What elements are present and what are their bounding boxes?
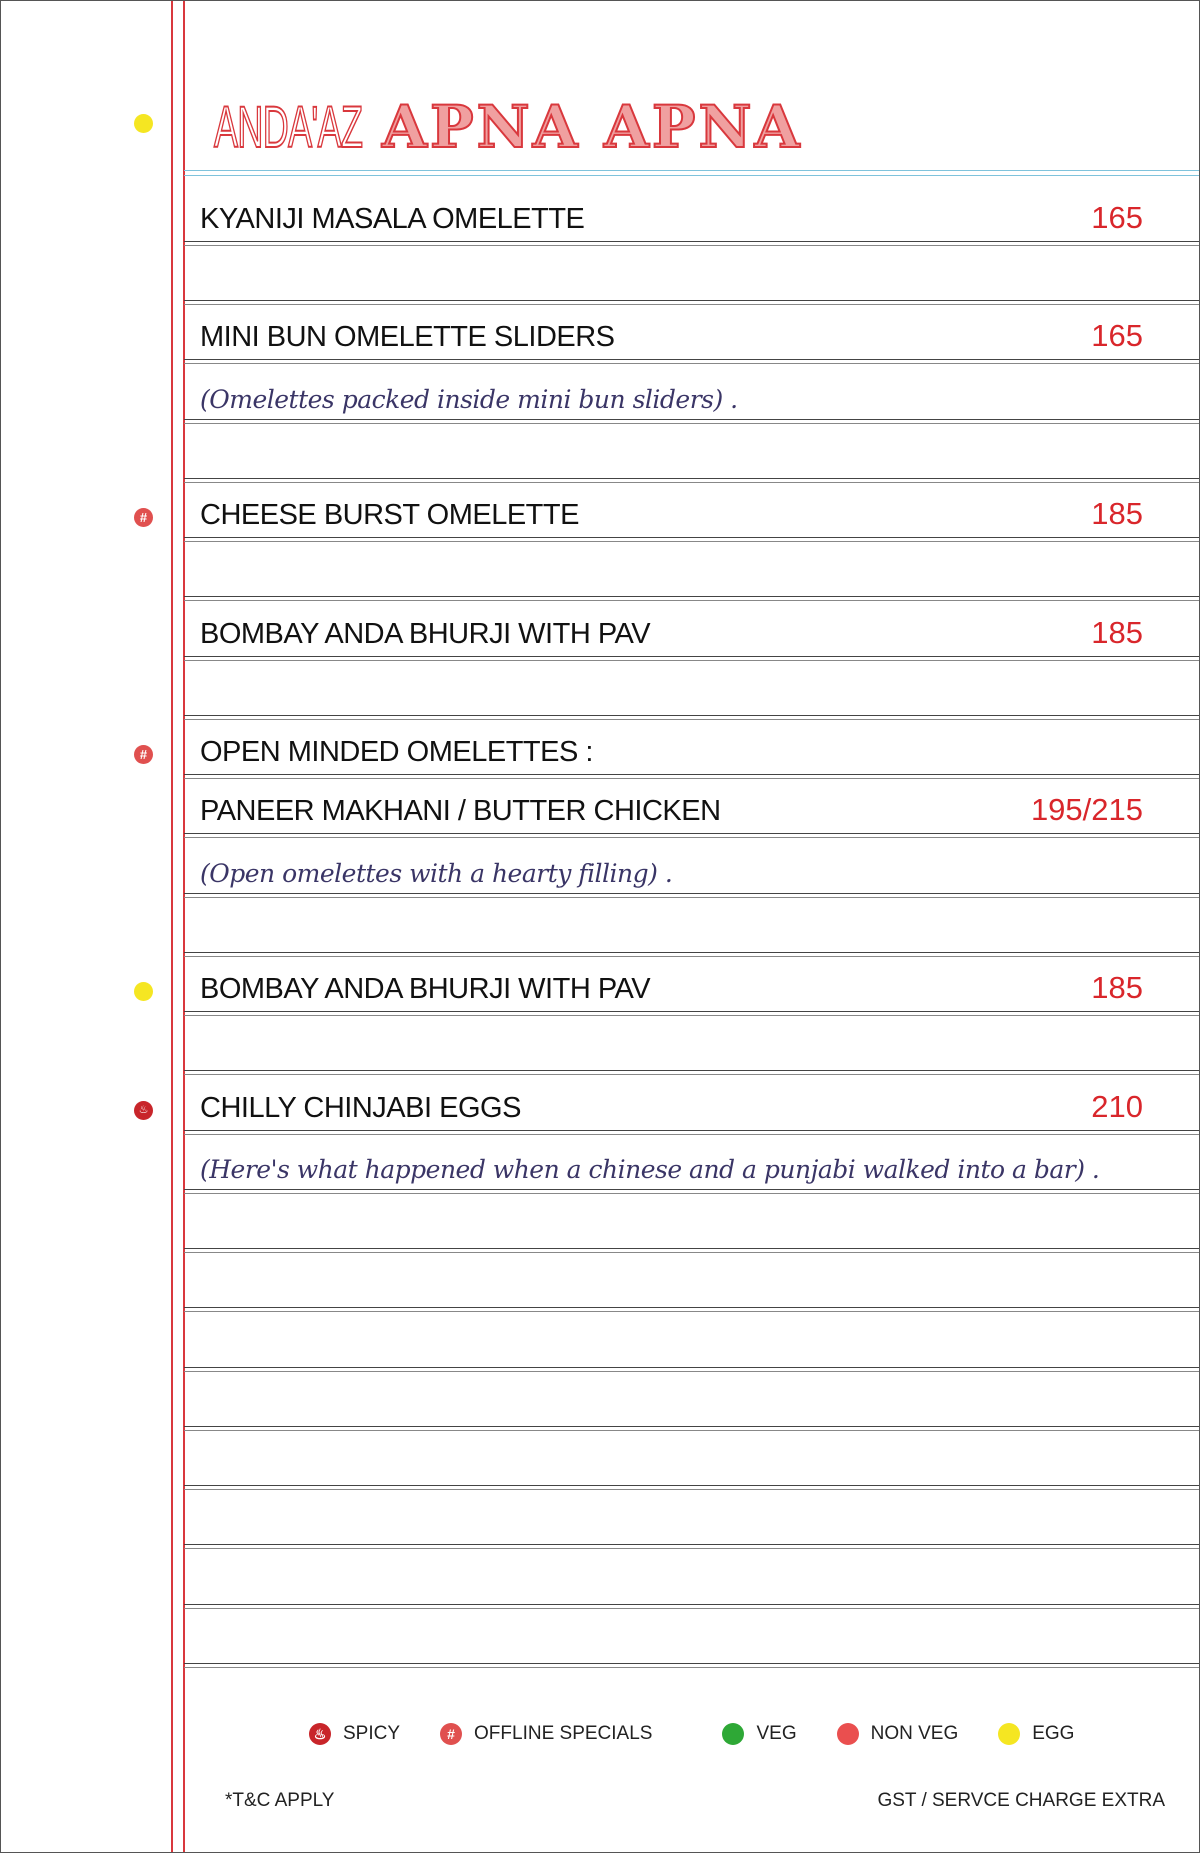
spicy-icon: ♨ (309, 1723, 331, 1745)
offline-special-icon: # (134, 745, 153, 764)
item-price: 185 (1091, 970, 1143, 1005)
item-name: BOMBAY ANDA BHURJI WITH PAV (200, 973, 651, 1005)
menu-line (184, 898, 1199, 957)
item-price: 210 (1091, 1088, 1143, 1124)
item-description: (Omelettes packed inside mini bun sliders) . (200, 384, 738, 414)
menu-item-row (184, 957, 1199, 1016)
item-name: PANEER MAKHANI / BUTTER CHICKEN (200, 795, 721, 828)
item-name: KYANIJI MASALA OMELETTE (200, 202, 585, 235)
title-part2: APNA APNA (382, 93, 803, 161)
legend-label: VEG (756, 1723, 797, 1744)
offline-special-icon: # (440, 1723, 462, 1745)
item-price: 165 (1091, 318, 1143, 354)
item-description: (Here's what happened when a chinese and a punjabi walked into a bar) . (200, 1154, 1100, 1184)
menu-line (184, 542, 1199, 601)
item-price: 165 (1091, 199, 1143, 235)
menu-line (184, 1609, 1199, 1668)
menu-item-row (184, 602, 1199, 661)
legend-label: NON VEG (870, 1723, 959, 1744)
veg-dot-icon (722, 1723, 744, 1745)
item-name: CHEESE BURST OMELETTE (200, 499, 579, 531)
margin-line (171, 1, 173, 1852)
menu-item-row (184, 779, 1199, 838)
menu-item-row (184, 483, 1199, 542)
section-title (214, 93, 802, 161)
item-description: (Open omelettes with a hearty filling) . (200, 858, 673, 888)
egg-dot-icon (998, 1723, 1020, 1745)
title-part1: ANDA'AZ (214, 95, 363, 160)
menu-line (184, 1431, 1199, 1490)
item-price: 195/215 (1030, 792, 1143, 828)
legend-label: SPICY (343, 1723, 401, 1744)
terms-note: *T&C APPLY (225, 1790, 335, 1811)
menu-line (184, 1016, 1199, 1075)
menu-item-row (184, 1076, 1199, 1135)
tax-note: GST / SERVCE CHARGE EXTRA (877, 1790, 1165, 1811)
menu-line (184, 1372, 1199, 1431)
menu-line (184, 1194, 1199, 1253)
menu-item-row (184, 720, 1199, 779)
offline-special-icon: # (134, 508, 153, 527)
header-rule (184, 170, 1199, 176)
egg-dot-icon (134, 114, 153, 133)
spicy-icon: ♨ (134, 1101, 153, 1120)
non-veg-dot-icon (837, 1723, 859, 1745)
menu-item-row (184, 1135, 1199, 1194)
legend-label: OFFLINE SPECIALS (474, 1723, 653, 1744)
item-name: CHILLY CHINJABI EGGS (200, 1091, 521, 1124)
menu-item-row (184, 365, 1199, 424)
menu-line (184, 1550, 1199, 1609)
menu-line (184, 1313, 1199, 1372)
menu-line (184, 424, 1199, 483)
legend (309, 1723, 1114, 1745)
menu-item-row (184, 839, 1199, 898)
legend-label: EGG (1032, 1723, 1075, 1744)
item-name: BOMBAY ANDA BHURJI WITH PAV (200, 617, 651, 650)
item-price: 185 (1091, 614, 1143, 650)
menu-line (184, 1490, 1199, 1549)
item-name: OPEN MINDED OMELETTES : (200, 736, 593, 768)
menu-item-row (184, 305, 1199, 364)
menu-item-row (184, 187, 1199, 246)
menu-line (184, 661, 1199, 720)
menu-line (184, 1253, 1199, 1312)
item-name: MINI BUN OMELETTE SLIDERS (200, 321, 615, 354)
item-price: 185 (1091, 496, 1143, 531)
menu-line (184, 246, 1199, 305)
egg-dot-icon (134, 982, 153, 1001)
